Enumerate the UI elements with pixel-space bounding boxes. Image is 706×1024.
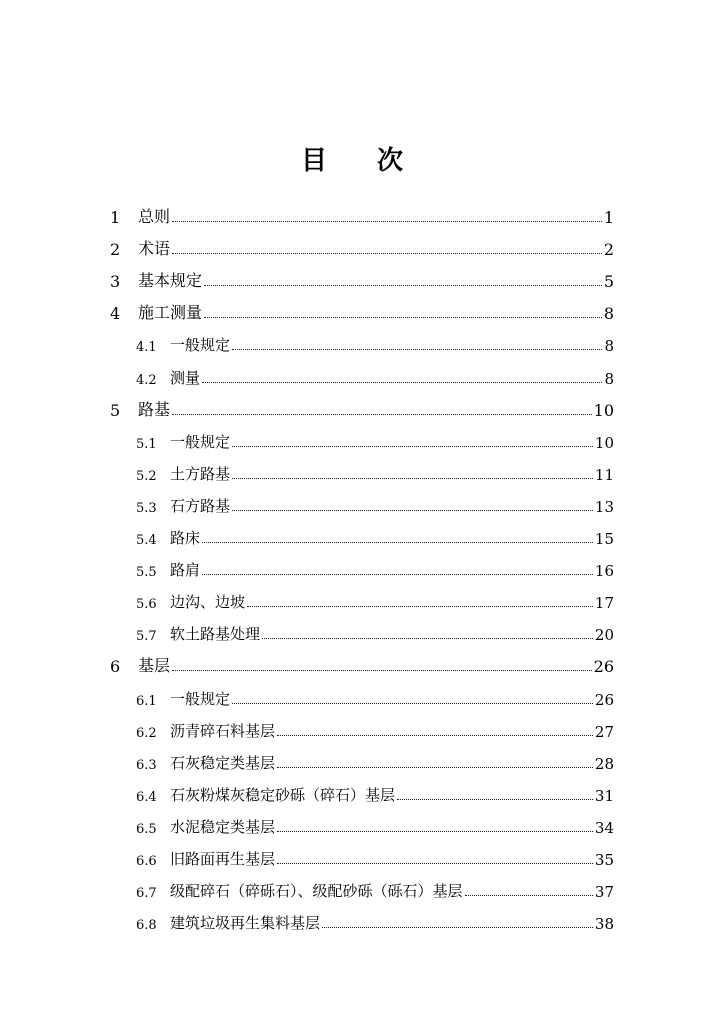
toc-entry-body: [138, 204, 614, 227]
toc-section-entry[interactable]: [0, 430, 706, 454]
toc-dot-leader: [172, 220, 602, 222]
toc-chapter-entry[interactable]: [0, 205, 706, 229]
toc-entry-label: 建筑垃圾再生集料基层: [170, 914, 321, 933]
toc-entry-label: 路床: [170, 529, 201, 547]
toc-section-entry[interactable]: [0, 366, 706, 390]
toc-dot-leader: [465, 894, 593, 896]
toc-entry-body: [138, 236, 614, 259]
toc-chapter-entry[interactable]: [0, 301, 706, 325]
toc-entry-body: [138, 300, 614, 323]
toc-entry-number: 5.3: [136, 500, 157, 516]
toc-entry-body: [170, 463, 614, 484]
toc-entry-page: 1: [603, 208, 614, 227]
toc-entry-label: 术语: [138, 239, 171, 259]
toc-entry-label: 一般规定: [170, 432, 231, 451]
toc-entry-label: 基层: [138, 656, 171, 676]
toc-entry-body: [138, 268, 614, 291]
toc-entry-body: [138, 653, 614, 676]
toc-entry-number: 6: [110, 657, 121, 677]
toc-entry-label: 一般规定: [170, 689, 231, 708]
toc-dot-leader: [202, 573, 593, 575]
toc-entry-page: 38: [594, 915, 614, 934]
toc-entry-page: 8: [604, 337, 614, 356]
toc-chapter-entry[interactable]: [0, 237, 706, 261]
toc-entry-number: 5.5: [136, 565, 157, 581]
toc-dot-leader: [204, 284, 602, 286]
toc-dot-leader: [202, 541, 593, 543]
toc-entry-page: 17: [594, 594, 614, 613]
title-first-char: 目: [300, 146, 329, 176]
toc-entry-label: 级配碎石（碎砾石）、级配砂砾（砾石）基层: [170, 882, 463, 901]
toc-entry-body: [170, 495, 614, 516]
toc-entry-number: 3: [110, 272, 121, 292]
toc-entry-page: 31: [594, 786, 614, 805]
toc-entry-label: 总则: [138, 207, 171, 226]
toc-entry-number: 5.6: [136, 597, 157, 613]
toc-entry-number: 6.8: [136, 918, 157, 934]
toc-entry-number: 5.2: [136, 468, 157, 484]
toc-entry-label: 旧路面再生基层: [170, 850, 276, 868]
toc-entry-body: [170, 848, 614, 869]
toc-entry-label: 土方路基: [170, 464, 231, 483]
toc-entry-label: 一般规定: [170, 336, 231, 355]
toc-section-entry[interactable]: [0, 526, 706, 550]
toc-section-entry[interactable]: [0, 847, 706, 871]
toc-entry-label: 软土路基处理: [170, 625, 261, 644]
toc-entry-number: 6.4: [136, 789, 157, 805]
toc-dot-leader: [202, 381, 602, 383]
toc-dot-leader: [172, 413, 592, 415]
toc-entry-body: [170, 559, 614, 580]
toc-entry-page: 2: [603, 240, 614, 260]
toc-entry-number: 6.1: [136, 693, 157, 709]
toc-entry-page: 26: [593, 657, 614, 677]
toc-entry-label: 路肩: [170, 561, 201, 580]
toc-dot-leader: [322, 926, 593, 928]
toc-entry-page: 35: [594, 851, 614, 869]
toc-section-entry[interactable]: [0, 687, 706, 711]
toc-entry-number: 5.4: [136, 533, 157, 548]
toc-entry-body: [170, 367, 614, 388]
toc-entry-number: 4.1: [136, 340, 157, 356]
toc-section-entry[interactable]: [0, 333, 706, 357]
toc-entry-body: [170, 431, 614, 452]
toc-entry-number: 5: [110, 400, 121, 420]
toc-entry-page: 26: [594, 690, 614, 709]
toc-dot-leader: [277, 830, 593, 832]
toc-entry-page: 28: [594, 754, 614, 773]
toc-entry-number: 4: [110, 304, 121, 324]
toc-entry-number: 6.2: [136, 725, 157, 741]
toc-chapter-entry[interactable]: [0, 654, 706, 678]
toc-entry-page: 27: [594, 722, 614, 741]
toc-entry-page: 11: [594, 465, 614, 484]
toc-section-entry[interactable]: [0, 462, 706, 486]
toc-entry-body: [170, 623, 614, 644]
toc-entry-body: [170, 591, 614, 612]
toc-section-entry[interactable]: [0, 911, 706, 935]
toc-entry-page: 37: [594, 883, 614, 902]
title-second-char: 次: [377, 146, 406, 176]
toc-entry-label: 施工测量: [138, 303, 203, 323]
toc-dot-leader: [232, 477, 593, 479]
toc-entry-label: 边沟、边坡: [170, 593, 246, 612]
toc-entry-number: 5.7: [136, 629, 157, 645]
toc-entry-page: 16: [594, 562, 614, 581]
toc-entry-label: 路基: [138, 399, 171, 419]
toc-section-entry[interactable]: [0, 590, 706, 614]
toc-dot-leader: [277, 862, 593, 864]
toc-entry-number: 6.7: [136, 886, 157, 902]
toc-dot-leader: [232, 702, 593, 704]
toc-section-entry[interactable]: [0, 879, 706, 903]
toc-dot-leader: [277, 734, 593, 736]
toc-entry-page: 34: [594, 818, 614, 837]
toc-entry-body: [138, 397, 614, 420]
toc-entry-label: 沥青碎石料基层: [170, 721, 276, 740]
toc-entry-label: 石灰粉煤灰稳定砂砾（碎石）基层: [170, 785, 396, 804]
toc-section-entry[interactable]: [0, 558, 706, 582]
toc-entry-body: [170, 527, 614, 548]
toc-entry-body: [170, 784, 614, 805]
toc-entry-number: 1: [110, 208, 121, 227]
toc-chapter-entry[interactable]: [0, 398, 706, 422]
toc-entry-page: 5: [603, 272, 614, 292]
toc-dot-leader: [397, 798, 593, 800]
toc-entry-body: [170, 912, 614, 933]
toc-entry-page: 8: [603, 304, 614, 324]
toc-dot-leader: [232, 509, 593, 511]
toc-entry-body: [170, 816, 614, 837]
toc-entry-page: 10: [594, 433, 614, 452]
toc-section-entry[interactable]: [0, 494, 706, 518]
toc-entry-page: 8: [604, 369, 614, 388]
toc-dot-leader: [247, 605, 593, 607]
toc-chapter-entry[interactable]: [0, 269, 706, 293]
toc-section-entry[interactable]: [0, 751, 706, 775]
toc-entry-label: 测量: [170, 368, 201, 387]
toc-section-entry[interactable]: [0, 815, 706, 839]
toc-entry-body: [170, 688, 614, 709]
toc-entry-label: 水泥稳定类基层: [170, 817, 276, 836]
toc-entry-number: 6.5: [136, 821, 157, 837]
toc-entry-number: 4.2: [136, 372, 157, 388]
toc-section-entry[interactable]: [0, 783, 706, 807]
page-title: [0, 140, 706, 177]
toc-dot-leader: [232, 445, 593, 447]
toc-entry-body: [170, 752, 614, 773]
toc-dot-leader: [262, 637, 593, 639]
toc-entry-page: 10: [593, 400, 614, 420]
toc-entry-page: 15: [594, 530, 614, 548]
toc-entry-body: [170, 880, 614, 901]
toc-entry-page: 20: [594, 626, 614, 645]
toc-entry-number: 6.3: [136, 757, 157, 773]
toc-dot-leader: [277, 766, 593, 768]
toc-entry-number: 6.6: [136, 854, 157, 869]
toc-entry-body: [170, 720, 614, 741]
toc-entry-label: 石方路基: [170, 496, 231, 515]
toc-entry-number: 5.1: [136, 436, 157, 452]
toc-entry-label: 基本规定: [138, 271, 203, 291]
toc-entry-label: 石灰稳定类基层: [170, 753, 276, 772]
toc-entry-page: 13: [594, 497, 614, 516]
toc-dot-leader: [172, 669, 592, 671]
toc-entry-body: [170, 334, 614, 355]
toc-section-entry[interactable]: [0, 622, 706, 646]
toc-dot-leader: [204, 316, 602, 318]
toc-section-entry[interactable]: [0, 719, 706, 743]
toc-dot-leader: [172, 252, 602, 254]
toc-dot-leader: [232, 348, 602, 350]
toc-entry-number: 2: [110, 240, 121, 260]
